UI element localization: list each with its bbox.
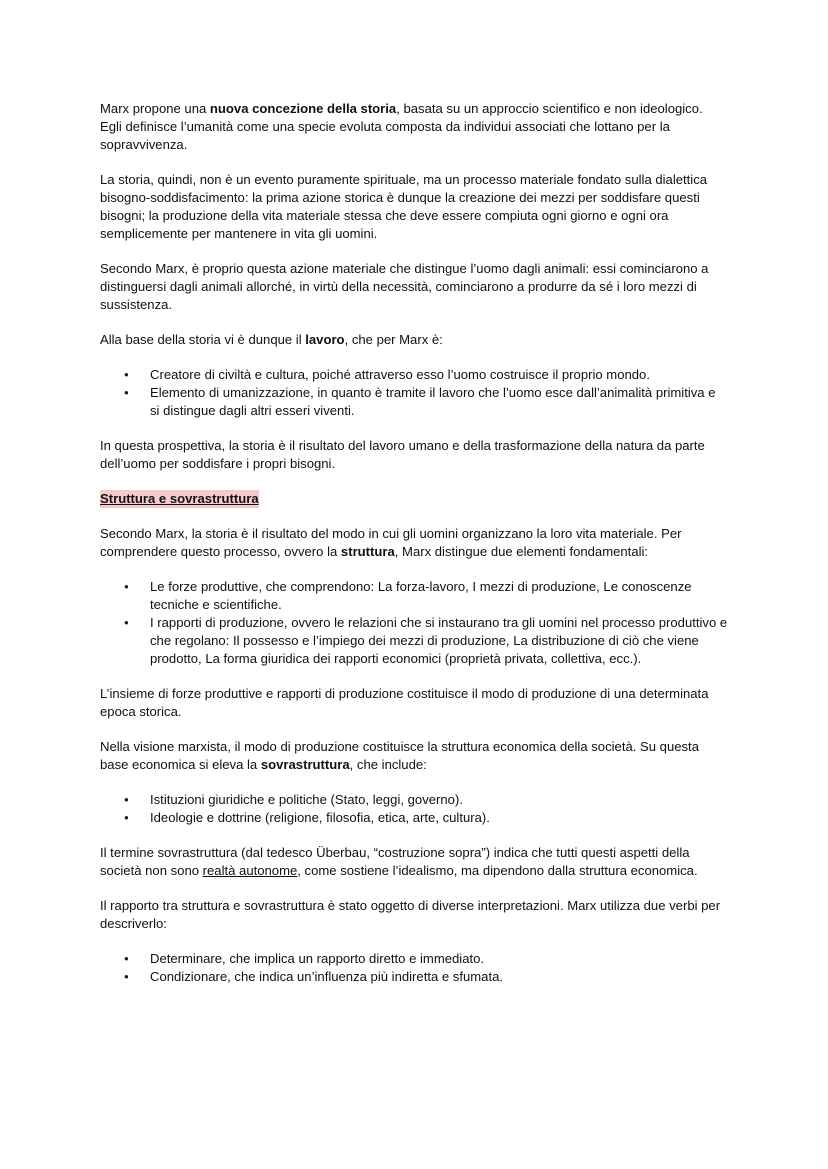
text: , che per Marx è: — [344, 332, 443, 347]
list-item: ● Elemento di umanizzazione, in quanto è tramite il lavoro che l’uomo esce dall’animalità primitiva e si distingue dagli altri esseri viventi. — [150, 384, 728, 420]
paragraph-relationship: Il rapporto tra struttura e sovrastruttura è stato oggetto di diverse interpretazioni. Marx utilizza due verbi per descriverlo: — [100, 898, 721, 931]
bullet-list-verbs — [100, 950, 728, 986]
paragraph-labor — [100, 331, 728, 349]
list-item: ● Ideologie e dottrine (religione, filosofia, etica, arte, cultura). — [150, 809, 728, 827]
paragraph-superstructure — [100, 738, 728, 774]
text: Marx propone una — [100, 101, 210, 116]
text: Secondo Marx, la storia è il risultato del modo in cui gli uomini organizzano la loro vita materiale. Per comprendere questo processo, ovvero la — [100, 526, 682, 559]
text: , come sostiene l’idealismo, ma dipendono dalla struttura economica. — [297, 863, 698, 878]
paragraph-intro — [100, 100, 728, 154]
paragraph-history: La storia, quindi, non è un evento puramente spirituale, ma un processo materiale fondato sulla dialettica bisogno-soddisfacimento: la prima azione storica è dunque la creazione dei mezzi per soddisfare questi bisogni; la produzione della vita materiale stessa che deve essere compiuta ogni giorno e ogni ora semplicemente per mantenere in vita gli uomini. — [100, 172, 708, 241]
paragraph-structure — [100, 525, 728, 561]
bold-text: lavoro — [305, 332, 345, 347]
list-item: ● Istituzioni giuridiche e politiche (Stato, leggi, governo). — [150, 791, 728, 809]
underlined-text: realtà autonome — [202, 863, 298, 878]
text: Il termine sovrastruttura (dal tedesco Überbau, “costruzione sopra”) indica che tutti questi aspetti della società non sono — [100, 845, 690, 878]
section-heading: Struttura e sovrastruttura — [100, 491, 259, 506]
bullet-list-labor — [100, 366, 728, 420]
text: Nella visione marxista, il modo di produzione costituisce la struttura economica della società. Su questa base economica si eleva la — [100, 739, 699, 772]
paragraph-man-animals: Secondo Marx, è proprio questa azione materiale che distingue l’uomo dagli animali: essi cominciarono a distinguersi dagli animali allorché, in virtù della necessità, cominciarono a produrre da sé i loro mezzi di sussistenza. — [100, 261, 709, 312]
bold-text: nuova concezione della storia — [209, 101, 397, 116]
section-heading-wrap — [100, 490, 728, 508]
bold-text: struttura — [340, 544, 395, 559]
paragraph-perspective: In questa prospettiva, la storia è il risultato del lavoro umano e della trasformazione della natura da parte dell’uomo per soddisfare i propri bisogni. — [100, 438, 705, 471]
bold-text: sovrastruttura — [260, 757, 350, 772]
list-item: ● Le forze produttive, che comprendono: La forza-lavoro, I mezzi di produzione, Le conoscenze tecniche e scientifiche. — [150, 578, 728, 614]
text: , Marx distingue due elementi fondamentali: — [394, 544, 649, 559]
bullet-list-structure — [100, 578, 728, 668]
list-item: ● Creatore di civiltà e cultura, poiché attraverso esso l’uomo costruisce il proprio mondo. — [150, 366, 728, 384]
list-item: ● Condizionare, che indica un’influenza più indiretta e sfumata. — [150, 968, 728, 986]
paragraph-uberbau — [100, 844, 728, 880]
bullet-list-superstructure — [100, 791, 728, 827]
text: , che include: — [349, 757, 427, 772]
text: , basata su un approccio scientifico e non ideologico. Egli definisce l’umanità come una specie evoluta composta da individui associati che lottano per la sopravvivenza. — [100, 101, 703, 152]
paragraph-mode-of-production: L’insieme di forze produttive e rapporti di produzione costituisce il modo di produzione di una determinata epoca storica. — [100, 686, 709, 719]
text: Alla base della storia vi è dunque il — [100, 332, 306, 347]
list-item: ● I rapporti di produzione, ovvero le relazioni che si instaurano tra gli uomini nel processo produttivo e che regolano: Il possesso e l’impiego dei mezzi di produzione, La distribuzione di ciò che viene prodotto, La forma giuridica dei rapporti economici (proprietà privata, collettiva, ecc.). — [150, 614, 728, 668]
document-page — [100, 100, 728, 1003]
list-item: ● Determinare, che implica un rapporto diretto e immediato. — [150, 950, 728, 968]
